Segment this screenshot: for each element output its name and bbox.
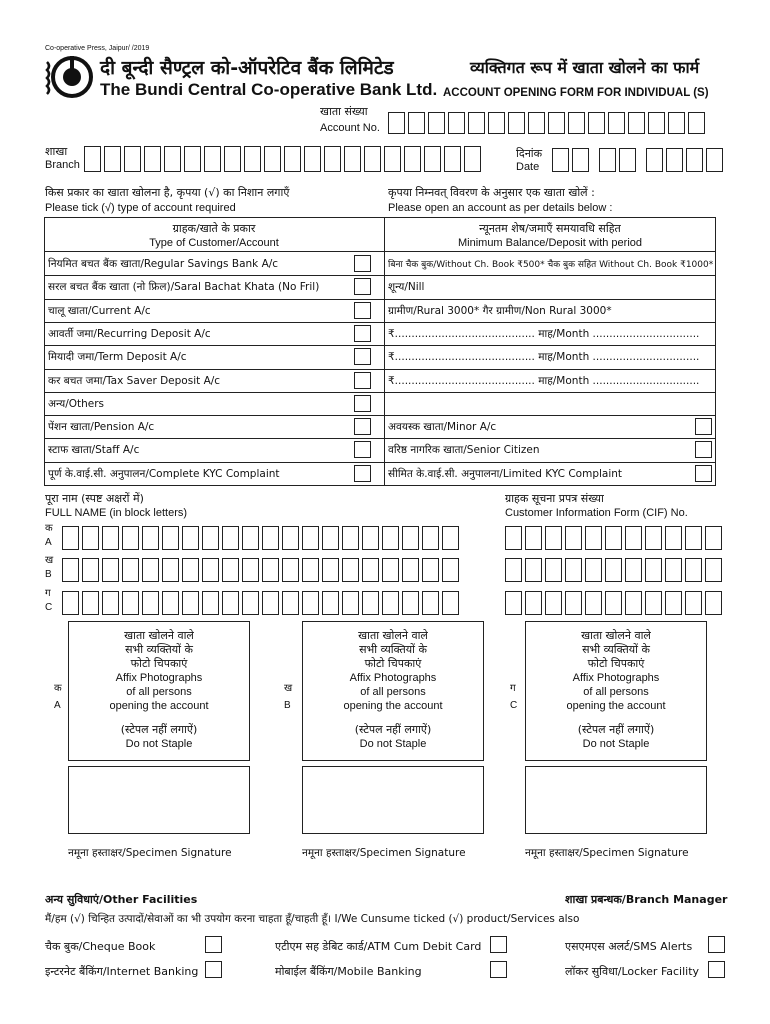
account-type-checkbox[interactable] bbox=[354, 465, 371, 482]
photo-instruction: फोटो चिपकाएं bbox=[364, 657, 422, 670]
person-letter-en: C bbox=[45, 602, 53, 613]
account-type-checkbox[interactable] bbox=[354, 372, 371, 389]
branch-boxes[interactable] bbox=[84, 146, 484, 172]
date-boxes[interactable] bbox=[552, 148, 726, 172]
facility-locker: लॉकर सुविधा/Locker Facility bbox=[565, 965, 700, 978]
photo-instruction: opening the account bbox=[343, 700, 443, 712]
account-no-label-hi: खाता संख्या bbox=[320, 105, 368, 118]
photo-box[interactable] bbox=[525, 621, 707, 761]
full-name-boxes[interactable] bbox=[62, 591, 462, 615]
staple-note: (स्टेपल नहीं लगाऐं) bbox=[120, 723, 198, 736]
account-type-checkbox[interactable] bbox=[354, 441, 371, 458]
min-balance-label: वरिष्ठ नागरिक खाता/Senior Citizen bbox=[388, 444, 540, 457]
account-type-checkbox[interactable] bbox=[354, 418, 371, 435]
cif-label-hi: ग्राहक सूचना प्रपत्र संख्या bbox=[505, 492, 604, 505]
fullname-label-en: FULL NAME (in block letters) bbox=[45, 507, 188, 519]
col2-header-en: Minimum Balance/Deposit with period bbox=[457, 237, 643, 249]
photo-person-letter-en: B bbox=[284, 700, 291, 711]
account-type-checkbox[interactable] bbox=[354, 395, 371, 412]
account-no-label-en: Account No. bbox=[320, 122, 380, 134]
facility-sms-alerts: एसएमएस अलर्ट/SMS Alerts bbox=[565, 940, 693, 953]
staple-note: Do not Staple bbox=[359, 738, 427, 750]
col2-header-hi: न्यूनतम शेष/जमाएँ समयावधि सहित bbox=[479, 222, 621, 235]
photo-instruction: Affix Photographs bbox=[572, 672, 660, 684]
form-title-english: ACCOUNT OPENING FORM FOR INDIVIDUAL (S) bbox=[443, 87, 709, 99]
facility-sms-alerts-checkbox[interactable] bbox=[708, 936, 725, 953]
cif-label-en: Customer Information Form (CIF) No. bbox=[505, 507, 688, 519]
facility-internet-banking: इन्टरनेट बैंकिंग/Internet Banking bbox=[45, 965, 199, 978]
photo-instruction: फोटो चिपकाएं bbox=[587, 657, 645, 670]
fullname-label-hi: पूरा नाम (स्पष्ट अक्षरों में) bbox=[45, 492, 144, 505]
branch-manager-label: शाखा प्रबन्धक/Branch Manager bbox=[565, 893, 728, 906]
staple-note: (स्टेपल नहीं लगाऐं) bbox=[577, 723, 655, 736]
facilities-title: अन्य सुविधाएं/Other Facilities bbox=[45, 893, 198, 906]
branch-label-hi: शाखा bbox=[45, 145, 68, 158]
facility-cheque-book-checkbox[interactable] bbox=[205, 936, 222, 953]
cif-boxes[interactable] bbox=[505, 526, 725, 550]
account-type-label: पूर्ण के.वाई.सी. अनुपालन/Complete KYC Complaint bbox=[48, 467, 280, 480]
photo-instruction: of all persons bbox=[126, 686, 192, 698]
photo-person-letter-hi: ख bbox=[284, 683, 293, 694]
facility-mobile-banking-checkbox[interactable] bbox=[490, 961, 507, 978]
specimen-signature-label: नमूना हस्ताक्षर/Specimen Signature bbox=[68, 847, 232, 859]
person-letter-en: A bbox=[45, 537, 52, 548]
person-letter-hi: ग bbox=[45, 588, 51, 599]
cif-boxes[interactable] bbox=[505, 558, 725, 582]
photo-instruction: सभी व्यक्तियों के bbox=[125, 643, 193, 656]
bank-name-english: The Bundi Central Co-operative Bank Ltd. bbox=[100, 80, 438, 99]
instruction-right-hi: कृपया निम्नवत् विवरण के अनुसार एक खाता खोलें : bbox=[388, 186, 595, 199]
full-name-boxes[interactable] bbox=[62, 558, 462, 582]
facilities-statement: मैं/हम (√) चिन्हित उत्पादों/सेवाओं का भी उपयोग करना चाहता हूँ/चाहती हूँ। I/We Cunsume ticked (√) product/Services also bbox=[45, 913, 580, 925]
photo-person-letter-hi: ग bbox=[510, 683, 516, 694]
photo-box[interactable] bbox=[68, 621, 250, 761]
account-type-label: मियादी जमा/Term Deposit A/c bbox=[48, 351, 187, 364]
photo-person-letter-hi: क bbox=[54, 683, 62, 694]
account-type-label: पेंशन खाता/Pension A/c bbox=[48, 421, 155, 434]
right-option-checkbox[interactable] bbox=[695, 441, 712, 458]
form-title-hindi: व्यक्तिगत रूप में खाता खोलने का फार्म bbox=[470, 58, 700, 77]
min-balance-label: बिना चैक बुक/Without Ch. Book ₹500* चैक बुक सहित Without Ch. Book ₹1000* bbox=[388, 260, 714, 270]
specimen-signature-label: नमूना हस्ताक्षर/Specimen Signature bbox=[302, 847, 466, 859]
account-type-checkbox[interactable] bbox=[354, 255, 371, 272]
photo-instruction: फोटो चिपकाएं bbox=[130, 657, 188, 670]
signature-box[interactable] bbox=[525, 766, 707, 834]
min-balance-label: ₹.......................................... माह/Month ................................ bbox=[388, 327, 700, 340]
account-type-label: सरल बचत बैंक खाता (नो फ्रिल)/Saral Bachat Khata (No Fril) bbox=[48, 281, 320, 294]
min-balance-label: ग्रामीण/Rural 3000* गैर ग्रामीण/Non Rural 3000* bbox=[388, 304, 612, 317]
instruction-left-en: Please tick (√) type of account required bbox=[45, 202, 236, 214]
cif-boxes[interactable] bbox=[505, 591, 725, 615]
photo-instruction: opening the account bbox=[109, 700, 209, 712]
photo-instruction: खाता खोलने वाले bbox=[358, 629, 428, 642]
photo-person-letter-en: C bbox=[510, 700, 518, 711]
bank-logo bbox=[44, 54, 94, 100]
col1-header-en: Type of Customer/Account bbox=[149, 237, 279, 249]
signature-box[interactable] bbox=[68, 766, 250, 834]
instruction-right-en: Please open an account as per details below : bbox=[388, 202, 613, 214]
facility-mobile-banking: मोबाईल बैंकिंग/Mobile Banking bbox=[275, 965, 422, 978]
account-type-label: अन्य/Others bbox=[48, 397, 105, 410]
account-type-label: नियमित बचत बैंक खाता/Regular Savings Bank A/c bbox=[48, 258, 279, 270]
photo-instruction: of all persons bbox=[583, 686, 649, 698]
account-type-label: आवर्ती जमा/Recurring Deposit A/c bbox=[48, 327, 211, 340]
account-no-boxes[interactable] bbox=[388, 112, 708, 134]
photo-instruction: खाता खोलने वाले bbox=[124, 629, 194, 642]
specimen-signature-label: नमूना हस्ताक्षर/Specimen Signature bbox=[525, 847, 689, 859]
photo-instruction: सभी व्यक्तियों के bbox=[359, 643, 427, 656]
facility-cheque-book: चैक बुक/Cheque Book bbox=[45, 940, 156, 953]
date-label-hi: दिनांक bbox=[516, 147, 543, 160]
press-line: Co-operative Press, Jaipur/ /2019 bbox=[45, 45, 150, 52]
photo-instruction: opening the account bbox=[566, 700, 666, 712]
person-letter-en: B bbox=[45, 569, 52, 580]
staple-note: (स्टेपल नहीं लगाऐं) bbox=[354, 723, 432, 736]
photo-box[interactable] bbox=[302, 621, 484, 761]
bank-name-hindi: दी बून्दी सैण्ट्रल को-ऑपरेटिव बैंक लिमिटेड bbox=[100, 57, 394, 79]
full-name-boxes[interactable] bbox=[62, 526, 462, 550]
account-type-label: कर बचत जमा/Tax Saver Deposit A/c bbox=[48, 374, 221, 387]
photo-instruction: of all persons bbox=[360, 686, 426, 698]
account-type-checkbox[interactable] bbox=[354, 302, 371, 319]
facility-internet-banking-checkbox[interactable] bbox=[205, 961, 222, 978]
branch-label-en: Branch bbox=[45, 159, 80, 171]
min-balance-label: ₹.......................................... माह/Month ................................ bbox=[388, 374, 700, 387]
facility-atm-card: एटीएम सह डेबिट कार्ड/ATM Cum Debit Card bbox=[275, 940, 482, 953]
person-letter-hi: क bbox=[45, 523, 53, 534]
signature-box[interactable] bbox=[302, 766, 484, 834]
min-balance-label: सीमित के.वाई.सी. अनुपालना/Limited KYC Complaint bbox=[388, 467, 623, 480]
facility-atm-card-checkbox[interactable] bbox=[490, 936, 507, 953]
staple-note: Do not Staple bbox=[582, 738, 650, 750]
account-type-label: चालू खाता/Current A/c bbox=[48, 304, 151, 317]
account-type-checkbox[interactable] bbox=[354, 278, 371, 295]
photo-instruction: Affix Photographs bbox=[349, 672, 437, 684]
facility-locker-checkbox[interactable] bbox=[708, 961, 725, 978]
min-balance-label: ₹.......................................... माह/Month ................................ bbox=[388, 351, 700, 364]
min-balance-label: अवयस्क खाता/Minor A/c bbox=[388, 421, 497, 434]
photo-instruction: Affix Photographs bbox=[115, 672, 203, 684]
account-type-checkbox[interactable] bbox=[354, 325, 371, 342]
right-option-checkbox[interactable] bbox=[695, 465, 712, 482]
photo-instruction: सभी व्यक्तियों के bbox=[582, 643, 650, 656]
min-balance-label: शून्य/Nill bbox=[388, 281, 425, 294]
date-label-en: Date bbox=[516, 161, 540, 173]
photo-person-letter-en: A bbox=[54, 700, 61, 711]
account-type-checkbox[interactable] bbox=[354, 348, 371, 365]
staple-note: Do not Staple bbox=[125, 738, 193, 750]
person-letter-hi: ख bbox=[45, 555, 54, 566]
account-type-label: स्टाफ खाता/Staff A/c bbox=[48, 444, 140, 457]
instruction-left-hi: किस प्रकार का खाता खोलना है, कृपया (√) का निशान लगाएँ bbox=[45, 186, 290, 199]
col1-header-hi: ग्राहक/खाते के प्रकार bbox=[172, 222, 256, 235]
right-option-checkbox[interactable] bbox=[695, 418, 712, 435]
photo-instruction: खाता खोलने वाले bbox=[581, 629, 651, 642]
